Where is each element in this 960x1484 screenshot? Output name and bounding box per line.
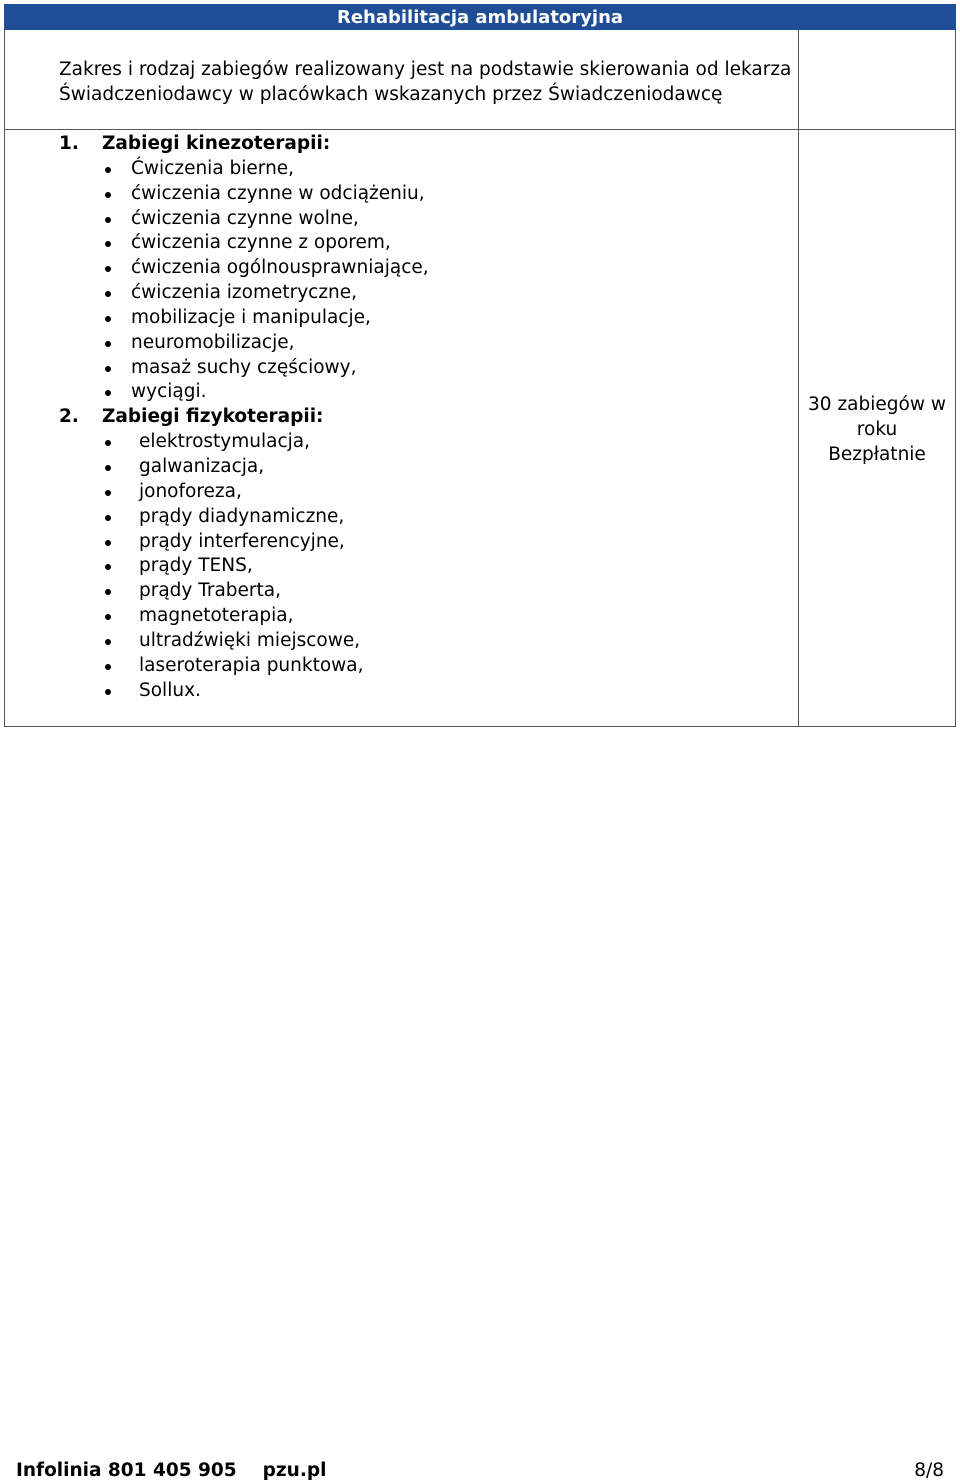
list-item: Ćwiczenia bierne, xyxy=(59,157,794,182)
footer-contact xyxy=(16,1460,326,1481)
table-title: Rehabilitacja ambulatoryjna xyxy=(336,7,624,28)
footer-page-number: 8/8 xyxy=(914,1460,944,1481)
list-item: jonoforeza, xyxy=(59,480,794,505)
section-kinezoterapia-title xyxy=(59,132,794,157)
intro-line-1: Zakres i rodzaj zabiegów realizowany jest na podstawie skierowania od lekarza xyxy=(59,59,792,80)
treatment-list xyxy=(59,132,794,703)
list-item: prądy interferencyjne, xyxy=(59,530,794,555)
fizykoterapia-list xyxy=(59,430,794,703)
footer-infolinia: Infolinia 801 405 905 xyxy=(16,1460,237,1481)
table-column-divider xyxy=(798,30,799,727)
section-title-text: Zabiegi fizykoterapii: xyxy=(102,406,324,428)
list-item: neuromobilizacje, xyxy=(59,331,794,356)
list-item: wyciągi. xyxy=(59,380,794,405)
kinezoterapia-list xyxy=(59,157,794,405)
section-number: 1. xyxy=(59,133,79,154)
list-item: ultradźwięki miejscowe, xyxy=(59,629,794,654)
list-item: ćwiczenia czynne w odciążeniu, xyxy=(59,182,794,207)
list-item: mobilizacje i manipulacje, xyxy=(59,306,794,331)
table-border-right xyxy=(955,30,956,727)
list-item: laseroterapia punktowa, xyxy=(59,654,794,679)
section-title-text: Zabiegi kinezoterapii: xyxy=(102,133,331,154)
table-row-divider xyxy=(4,129,956,130)
table-border-left xyxy=(4,30,5,727)
limit-line-2: roku xyxy=(856,419,898,440)
list-item: ćwiczenia czynne wolne, xyxy=(59,207,794,232)
table-header-banner xyxy=(4,4,956,30)
list-item: ćwiczenia czynne z oporem, xyxy=(59,231,794,256)
footer-site-link[interactable]: pzu.pl xyxy=(262,1460,327,1481)
list-item: galwanizacja, xyxy=(59,455,794,480)
limit-line-3: Bezpłatnie xyxy=(828,444,926,465)
list-item: Sollux. xyxy=(59,679,794,704)
table-border-bottom xyxy=(4,726,956,727)
limit-line-1: 30 zabiegów w xyxy=(808,394,946,415)
list-item: ćwiczenia ogólnousprawniające, xyxy=(59,256,794,281)
list-item: magnetoterapia, xyxy=(59,604,794,629)
list-item: masaż suchy częściowy, xyxy=(59,356,794,381)
section-number: 2. xyxy=(59,406,79,428)
intro-text xyxy=(59,57,794,107)
list-item: prądy Traberta, xyxy=(59,579,794,604)
list-item: ćwiczenia izometryczne, xyxy=(59,281,794,306)
list-item: prądy TENS, xyxy=(59,554,794,579)
section-fizykoterapia-title xyxy=(59,405,794,430)
list-item: elektrostymulacja, xyxy=(59,430,794,455)
list-item: prądy diadynamiczne, xyxy=(59,505,794,530)
intro-line-2: Świadczeniodawcy w placówkach wskazanych przez Świadczeniodawcę xyxy=(59,84,723,105)
limit-cell xyxy=(798,392,956,467)
